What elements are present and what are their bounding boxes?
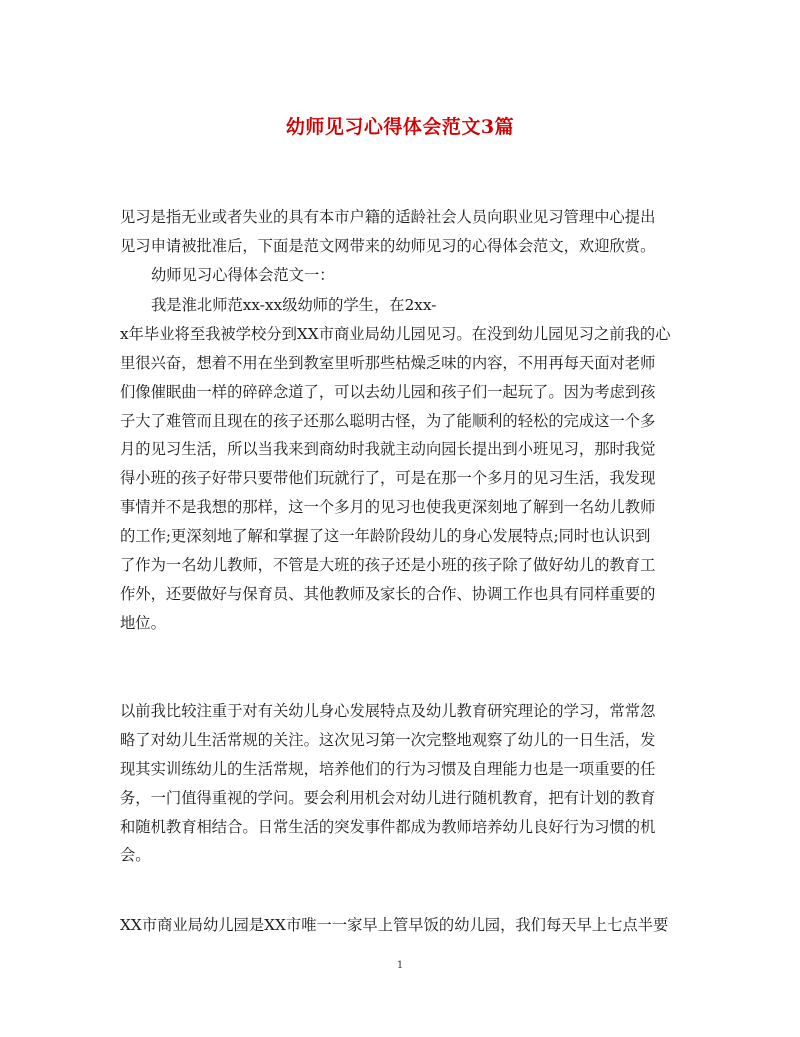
text-line: x年毕业将至我被学校分到XX市商业局幼儿园见习。在没到幼儿园见习之前我的心 [120,324,671,343]
paragraph-sample-heading [120,261,680,290]
text-line: 和随机教育相结合。日常生活的突发事件都成为教师培养幼儿良好行为习惯的机 [120,817,656,836]
text-line: 得小班的孩子好带只要带他们玩就行了，可是在那一个多月的见习生活，我发现 [120,469,656,488]
text-line: XX市商业局幼儿园是XX市唯一一家早上管早饭的幼儿园，我们每天早上七点半要 [120,916,669,934]
page-number: 1 [396,960,404,971]
text-line: 会。 [120,846,151,865]
text-line: 子大了难管而且现在的孩子还那么聪明古怪，为了能顺利的轻松的完成这一个多 [120,411,656,430]
text-line: 务，一门值得重视的学问。要会利用机会对幼儿进行随机教育，把有计划的教育 [120,788,656,807]
text-line: 见习申请被批准后，下面是范文网带来的幼师见习的心得体会范文，欢迎欣赏。 [120,236,656,255]
text-line: 事情并不是我想的那样，这一个多月的见习也使我更深刻地了解到一名幼儿教师 [120,498,656,517]
text-line: 作外，还要做好与保育员、其他教师及家长的合作、协调工作也具有同样重要的 [120,584,656,603]
text-line: 幼师见习心得体会范文一： [151,266,335,284]
text-line: 我是淮北师范xx-xx级幼师的学生，在2xx- [151,296,437,314]
document-title: 幼师见习心得体会范文3篇 [285,116,515,138]
text-line: 以前我比较注重于对有关幼儿身心发展特点及幼儿教育研究理论的学习，常常忽 [120,702,656,720]
text-line: 现其实训练幼儿的生活常规，培养他们的行为习惯及自理能力也是一项重要的任 [120,759,656,778]
text-line: 见习是指无业或者失业的具有本市户籍的适龄社会人员向职业见习管理中心提出 [120,208,656,226]
paragraph-routine [120,697,680,870]
paragraph-sample-one [120,291,680,638]
paragraph-kindergarten [120,911,680,940]
paragraph-intro [120,203,680,261]
text-line: 的工作;更深刻地了解和掌握了这一年龄阶段幼儿的身心发展特点;同时也认识到 [120,527,651,546]
text-line: 了作为一名幼儿教师，不管是大班的孩子还是小班的孩子除了做好幼儿的教育工 [120,556,656,575]
text-line: 里很兴奋，想着不用在坐到教室里听那些枯燥乏味的内容，不用再每天面对老师 [120,353,656,372]
text-line: 月的见习生活，所以当我来到商幼时我就主动向园长提出到小班见习，那时我觉 [120,440,656,459]
text-line: 地位。 [120,613,166,632]
text-line: 们像催眠曲一样的碎碎念道了，可以去幼儿园和孩子们一起玩了。因为考虑到孩 [120,382,656,401]
text-line: 略了对幼儿生活常规的关注。这次见习第一次完整地观察了幼儿的一日生活，发 [120,730,656,749]
